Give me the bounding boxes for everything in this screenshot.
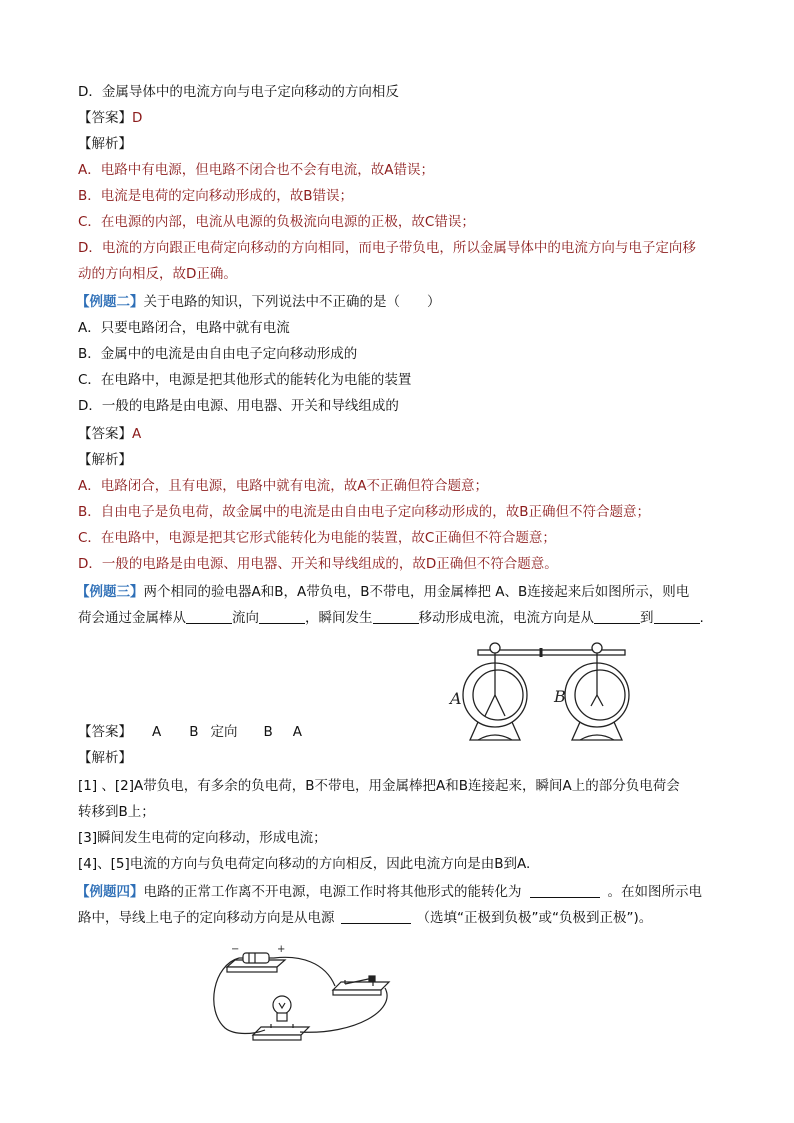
option-b: B．金属中的电流是由自由电子定向移动形成的 (78, 346, 358, 362)
electroscope-b (565, 643, 629, 740)
option-a: A．只要电路闭合，电路中就有电流 (78, 320, 290, 336)
label-b: B (554, 687, 566, 706)
battery (227, 953, 285, 972)
analysis-line: A．电路中有电源，但电路不闭合也不会有电流，故A错误； (78, 162, 434, 178)
answer-label: 【答案】 (78, 724, 132, 740)
analysis-line: B．电流是电荷的定向移动形成的，故B错误； (78, 188, 354, 204)
option-c: C．在电路中，电源是把其他形式的能转化为电能的装置 (78, 372, 412, 388)
analysis-line: C．在电源的内部，电流从电源的负极流向电源的正极，故C错误； (78, 214, 475, 230)
switch (333, 976, 389, 995)
label-a: A (450, 689, 462, 708)
question-stem (76, 293, 441, 311)
answer-value: 定向 (210, 724, 238, 740)
option-d: D．一般的电路是由电源、用电器、开关和导线组成的 (78, 398, 399, 414)
answer-value: A (152, 724, 162, 740)
answer-value: A (292, 724, 303, 740)
question-tag: 【例题四】 (76, 884, 144, 900)
analysis-line: [1] 、[2]A带负电，有多余的负电荷，B不带电，用金属棒把A和B连接起来，瞬间A上的部分负电荷会 (78, 778, 680, 794)
answer-value: D (132, 110, 143, 126)
minus-sign: − (231, 944, 240, 955)
option-d: D．金属导体中的电流方向与电子定向移动的方向相反 (78, 84, 399, 100)
question-tag: 【例题二】 (76, 294, 144, 310)
analysis-line: C．在电路中，电源是把其它形式能转化为电能的装置，故C正确但不符合题意； (78, 530, 556, 546)
lamp (253, 996, 309, 1040)
answer-row (78, 425, 141, 443)
circuit-figure (205, 940, 400, 1050)
answer-blank (373, 609, 419, 624)
question-stem: 【例题四】电路的正常工作离不开电源，电源工作时将其他形式的能转化为 。在如图所示电 (76, 884, 702, 900)
question-text-line: 荷会通过金属棒从 流向 ，瞬间发生 移动形成电流，电流方向是从 到 . (78, 610, 704, 626)
analysis-label: 【解析】 (78, 452, 132, 468)
answer-blank (594, 609, 640, 624)
question-text-line: 路中，导线上电子的定向移动方向是从电源 （选填“正极到负极”或“负极到正极”)。 (78, 910, 653, 926)
answer-row (78, 109, 142, 127)
answer-blank (186, 609, 232, 624)
answer-value: A (132, 426, 142, 442)
metal-rod (478, 650, 625, 655)
answer-value: B (263, 724, 273, 740)
plus-sign: + (277, 944, 286, 955)
answer-label: 【答案】 (78, 426, 132, 442)
analysis-line: 动的方向相反，故D正确。 (78, 266, 237, 282)
electroscope-a (463, 643, 527, 740)
answer-row (78, 723, 302, 741)
analysis-line: D．电流的方向跟正电荷定向移动的方向相同，而电子带负电，所以金属导体中的电流方向与电子定向移 (78, 240, 696, 256)
analysis-line: B．自由电子是负电荷，故金属中的电流是由自由电子定向移动形成的，故B正确但不符合题意； (78, 504, 651, 520)
question-tag: 【例题三】 (76, 584, 144, 600)
analysis-line: 转移到B上； (78, 804, 155, 820)
analysis-line: [4]、[5]电流的方向与负电荷定向移动的方向相反，因此电流方向是由B到A. (78, 856, 531, 872)
analysis-label: 【解析】 (78, 750, 132, 766)
answer-blank (341, 909, 411, 924)
question-text: 两个相同的验电器A和B，A带负电，B不带电，用金属棒把 A、B连接起来后如图所示，则电 (143, 584, 690, 600)
answer-blank (259, 609, 305, 624)
analysis-line: [3]瞬间发生电荷的定向移动，形成电流； (78, 830, 327, 846)
answer-label: 【答案】 (78, 110, 132, 126)
analysis-label: 【解析】 (78, 136, 132, 152)
answer-blank (654, 609, 700, 624)
question-stem (76, 583, 689, 601)
electroscope-figure (440, 640, 645, 745)
answer-blank (530, 883, 600, 898)
question-text: 关于电路的知识，下列说法中不正确的是（ ） (143, 294, 441, 310)
analysis-line: A．电路闭合，且有电源，电路中就有电流，故A不正确但符合题意； (78, 478, 488, 494)
answer-value: B (189, 724, 199, 740)
analysis-line: D．一般的电路是由电源、用电器、开关和导线组成的，故D正确但不符合题意。 (78, 556, 558, 572)
